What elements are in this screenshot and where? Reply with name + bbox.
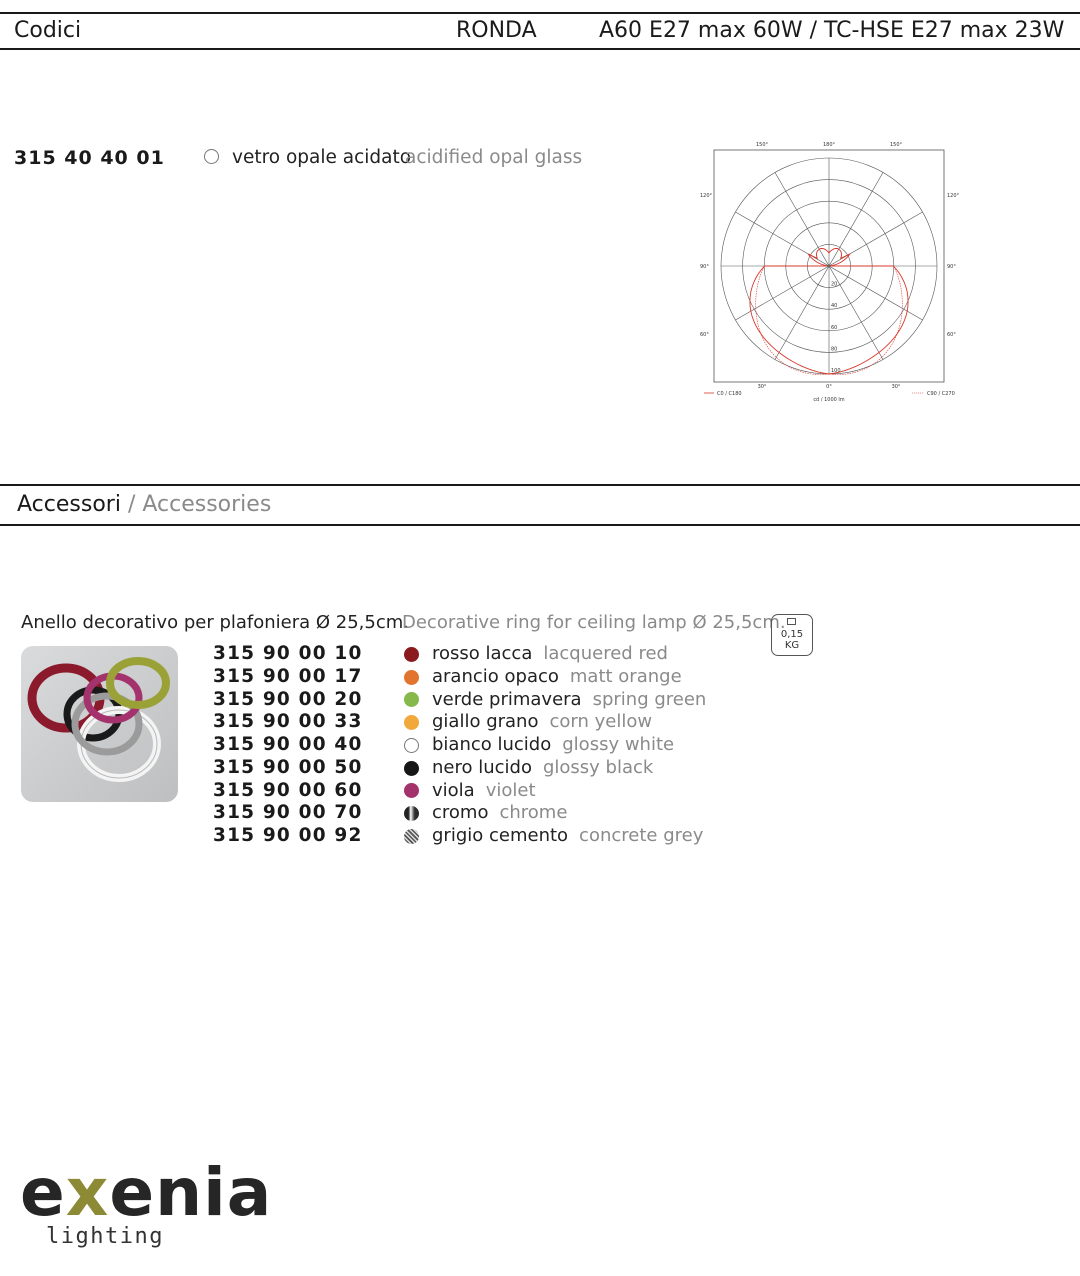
color-name-it: verde primavera <box>432 688 582 710</box>
diagram-unit-label: cd / 1000 lm <box>813 397 845 403</box>
accessories-title-it: Accessori <box>17 492 121 517</box>
color-name-en: spring green <box>592 688 707 710</box>
angle-label-bottom: 30° <box>891 384 901 390</box>
angle-label-top: 180° <box>822 142 836 148</box>
accessory-codes-list <box>213 643 363 848</box>
radial-tick-label: 100 <box>831 368 841 374</box>
accessories-title <box>17 492 271 517</box>
color-swatch-icon <box>404 783 419 798</box>
weight-unit: KG <box>784 640 800 651</box>
accessory-color-row <box>404 711 706 734</box>
legend-left-label: C0 / C180 <box>717 391 742 397</box>
color-name-it: grigio cemento <box>432 825 569 846</box>
angle-label-right: 90° <box>947 264 956 270</box>
header-codici-label: Codici <box>14 18 82 43</box>
ring-description-it: Anello decorativo per plafoniera Ø 25,5cm. <box>21 612 410 633</box>
accessory-code: 315 90 00 20 <box>213 688 363 710</box>
accessory-code: 315 90 00 10 <box>213 643 363 664</box>
accessory-color-row <box>404 734 706 757</box>
color-name-en: matt orange <box>569 665 682 687</box>
accessory-color-row <box>404 757 706 780</box>
accessory-colors-list <box>404 643 706 848</box>
angle-label-left: 90° <box>700 264 709 270</box>
decorative-rings-photo <box>21 646 178 802</box>
accessories-bottom-rule <box>0 524 1080 526</box>
color-name-it: bianco lucido <box>432 734 552 755</box>
polar-light-distribution-diagram <box>698 136 963 408</box>
legend-right-label: C90 / C270 <box>927 391 955 397</box>
header-top-rule <box>0 12 1080 14</box>
weight-value: 0,15 <box>780 629 804 640</box>
accessory-color-row <box>404 780 706 803</box>
accessories-top-rule <box>0 484 1080 486</box>
color-name-en: chrome <box>499 802 568 824</box>
radial-tick-label: 80 <box>831 346 838 353</box>
angle-label-top: 150° <box>755 142 769 148</box>
accessory-code: 315 90 00 70 <box>213 802 363 824</box>
material-it: vetro opale acidato <box>232 147 412 168</box>
color-name-en: glossy white <box>562 734 675 755</box>
accessories-title-separator: / <box>127 492 136 517</box>
glass-finish-circle-icon <box>204 149 219 164</box>
accessory-color-row <box>404 666 706 689</box>
lamp-spec: A60 E27 max 60W / TC-HSE E27 max 23W <box>599 18 1065 43</box>
accessory-code: 315 90 00 60 <box>213 779 363 801</box>
color-swatch-icon <box>404 692 419 707</box>
rings-illustration <box>21 646 178 802</box>
color-swatch-icon <box>404 761 419 776</box>
accessory-code: 315 90 00 17 <box>213 665 363 687</box>
color-name-en: glossy black <box>542 756 654 778</box>
weight-icon <box>771 614 813 656</box>
angle-label-right: 60° <box>947 332 956 338</box>
color-swatch-icon <box>404 647 419 662</box>
accessory-color-row <box>404 825 706 848</box>
color-name-it: rosso lacca <box>432 643 533 664</box>
color-swatch-icon <box>404 715 419 730</box>
color-swatch-icon <box>404 670 419 685</box>
accessory-code: 315 90 00 33 <box>213 711 363 733</box>
color-name-it: giallo grano <box>432 711 539 733</box>
color-name-en: concrete grey <box>579 825 704 846</box>
ring-description-en: Decorative ring for ceiling lamp Ø 25,5cm. <box>402 612 786 633</box>
color-swatch-icon <box>404 829 419 844</box>
angle-label-left: 120° <box>700 193 713 199</box>
accessory-color-row <box>404 643 706 666</box>
product-name: RONDA <box>456 18 537 43</box>
accessory-color-row <box>404 802 706 825</box>
radial-tick-label: 20 <box>831 281 838 288</box>
angle-label-bottom: 0° <box>826 384 832 390</box>
accessory-color-row <box>404 689 706 712</box>
exenia-lighting-logo <box>20 1154 273 1249</box>
color-name-en: violet <box>485 779 536 801</box>
logo-wordmark: exenia <box>20 1154 273 1231</box>
color-name-it: viola <box>432 779 475 801</box>
angle-label-top: 150° <box>889 142 903 148</box>
weight-hook-icon <box>787 618 796 625</box>
material-en: acidified opal glass <box>405 147 583 168</box>
angle-label-right: 120° <box>947 193 960 199</box>
color-name-en: corn yellow <box>549 711 653 733</box>
product-code: 315 40 40 01 <box>14 147 165 169</box>
accessory-code: 315 90 00 40 <box>213 734 363 755</box>
accessory-code: 315 90 00 50 <box>213 756 363 778</box>
color-name-it: cromo <box>432 802 489 824</box>
angle-label-left: 60° <box>700 332 709 338</box>
header-bottom-rule <box>0 48 1080 50</box>
accessories-title-en: Accessories <box>142 492 272 517</box>
logo-subtitle: lighting <box>46 1224 164 1249</box>
color-name-it: arancio opaco <box>432 665 559 687</box>
color-swatch-icon <box>404 806 419 821</box>
color-swatch-icon <box>404 738 419 753</box>
radial-tick-label: 40 <box>831 303 838 310</box>
accessory-code: 315 90 00 92 <box>213 825 363 846</box>
radial-tick-label: 60 <box>831 324 838 331</box>
color-name-it: nero lucido <box>432 756 532 778</box>
angle-label-bottom: 30° <box>757 384 767 390</box>
color-name-en: lacquered red <box>543 643 668 664</box>
